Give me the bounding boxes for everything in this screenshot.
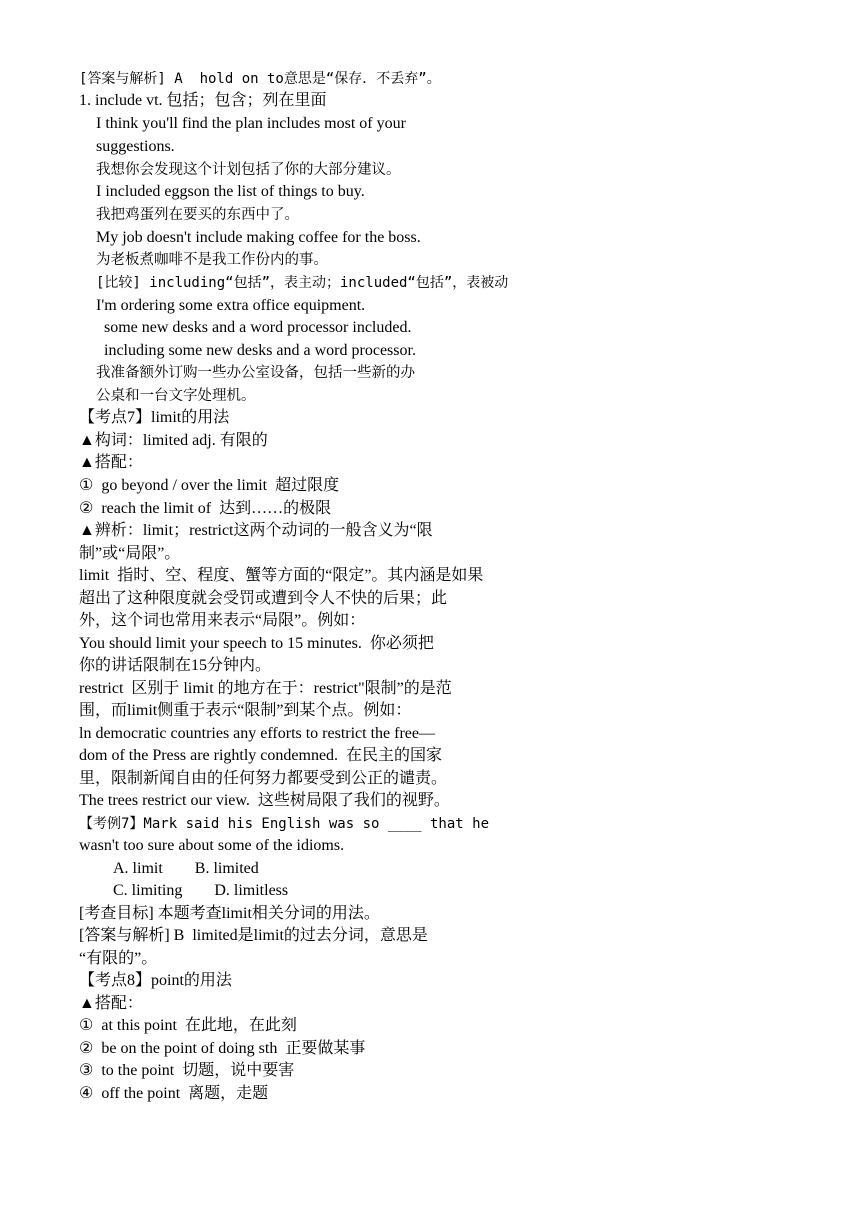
answer-explanation-line: [答案与解析] A hold on to意思是“保存．不丢弃”。 [79, 71, 441, 87]
section-heading-point7: 【考点7】limit的用法 [79, 409, 230, 426]
example-sentence: dom of the Press are rightly condemned. 在民主的国家 [79, 747, 443, 764]
collocation-heading: ▲搭配： [79, 995, 143, 1012]
answer-options: A. limit B. limited [113, 860, 259, 877]
example-sentence: I'm ordering some extra office equipment. [96, 297, 366, 314]
collocation-item: ① go beyond / over the limit 超过限度 [79, 477, 340, 494]
answer-options: C. limiting D. limitless [113, 882, 289, 899]
exam-question: 【考例7】Mark said his English was so ____ that he [79, 816, 490, 832]
example-sentence: You should limit your speech to 15 minutes. 你必须把 [79, 635, 434, 652]
distinction-line: limit 指时、空、程度、蟹等方面的“限定”。其内涵是如果 [79, 567, 484, 584]
word-formation-line: ▲构词：limited adj. 有限的 [79, 432, 268, 449]
section-heading-point8: 【考点8】point的用法 [79, 972, 232, 989]
answer-explanation-line: “有限的”。 [79, 950, 158, 967]
example-sentence: some new desks and a word processor included. [104, 319, 412, 336]
example-sentence: I think you'll find the plan includes most of your [96, 115, 406, 132]
vocab-heading-include: 1. include vt. 包括；包含；列在里面 [79, 92, 327, 109]
collocation-item: ② be on the point of doing sth 正要做某事 [79, 1040, 366, 1057]
distinction-line: ▲辨析：limit；restrict这两个动词的一般含义为“限 [79, 522, 433, 539]
comparison-note: [比较] including“包括”，表主动；included“包括”，表被动 [96, 275, 509, 291]
example-sentence: ln democratic countries any efforts to restrict the free— [79, 725, 436, 742]
translation-line: 我想你会发现这个计划包括了你的大部分建议。 [96, 162, 401, 178]
translation-line: 我准备额外订购一些办公室设备，包括一些新的办 [96, 365, 415, 381]
example-sentence: My job doesn't include making coffee for the boss. [96, 229, 421, 246]
translation-line: 公桌和一台文字处理机。 [96, 388, 256, 404]
translation-line: 你的讲话限制在15分钟内。 [79, 657, 272, 674]
distinction-line: 围，而limit侧重于表示“限制”到某个点。例如： [79, 702, 412, 719]
distinction-line: 超出了这种限度就会受罚或遭到令人不快的后果；此 [79, 590, 448, 607]
translation-line: 里，限制新闻自由的任何努力都要受到公正的谴责。 [79, 770, 448, 787]
example-sentence: including some new desks and a word processor. [104, 342, 416, 359]
collocation-heading: ▲搭配： [79, 454, 143, 471]
translation-line: 为老板煮咖啡不是我工作份内的事。 [96, 252, 328, 268]
example-sentence: The trees restrict our view. 这些树局限了我们的视野。 [79, 792, 450, 809]
collocation-item: ④ off the point 离题，走题 [79, 1085, 269, 1102]
exam-question: wasn't too sure about some of the idioms. [79, 837, 345, 854]
example-sentence: I included eggson the list of things to buy. [96, 183, 365, 200]
answer-explanation-line: [答案与解析] B limited是limit的过去分词，意思是 [79, 927, 428, 944]
collocation-item: ③ to the point 切题，说中要害 [79, 1062, 295, 1079]
collocation-item: ② reach the limit of 达到……的极限 [79, 500, 332, 517]
translation-line: 我把鸡蛋列在要买的东西中了。 [96, 207, 299, 223]
distinction-line: 外，这个词也常用来表示“局限”。例如： [79, 612, 366, 629]
example-sentence: suggestions. [96, 138, 175, 155]
collocation-item: ① at this point 在此地，在此刻 [79, 1017, 297, 1034]
exam-target-line: [考查目标] 本题考查limit相关分词的用法。 [79, 905, 380, 922]
distinction-line: restrict 区别于 limit 的地方在于：restrict"限制”的是范 [79, 680, 452, 697]
distinction-line: 制”或“局限”。 [79, 545, 181, 562]
